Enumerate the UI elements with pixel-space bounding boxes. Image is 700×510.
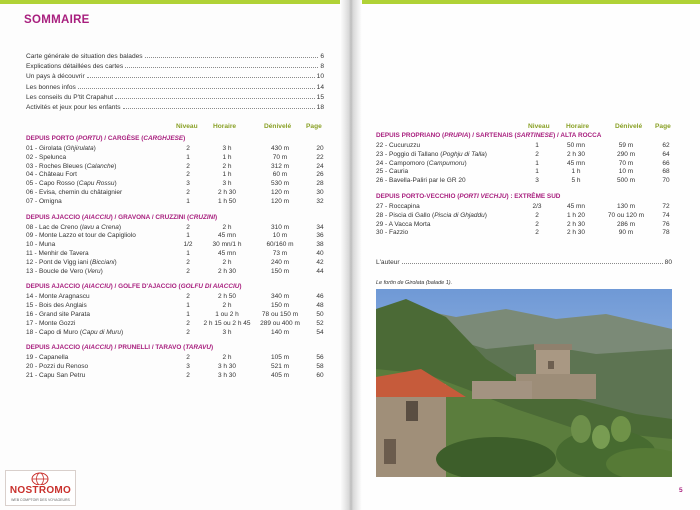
walk-row [26,311,324,320]
intro-item-label: Les conseils du P'tit Crapahut [26,93,114,101]
walk-horaire: 45 mn [566,203,586,210]
walk-name: 03 - Roches Bleues (Calanche) [26,162,117,170]
walk-denivele: 290 m [616,150,636,158]
walk-page: 24 [316,162,324,170]
walk-page: 44 [316,267,324,275]
walk-row [26,302,324,311]
walk-horaire: 2 h 30 [217,267,237,275]
walk-niveau: 1 [535,168,539,176]
walk-row [376,142,672,151]
walk-page: 76 [662,220,670,228]
logo-tagline: WEB COMPTOIR DES VOYAGEURS [11,498,70,502]
walk-denivele: 150 m [270,267,290,275]
walk-row [26,372,324,381]
walk-row [26,250,324,259]
walk-denivele: 405 m [270,371,290,379]
book-gutter [340,0,362,510]
walk-list [26,293,324,337]
walk-row [26,363,324,372]
walk-denivele: 286 m [616,220,636,228]
walk-denivele: 240 m [270,258,290,266]
intro-item-page: 15 [316,93,324,101]
walk-niveau: 1 [186,232,190,240]
walk-denivele: 140 m [270,328,290,336]
walk-name: 14 - Monte Aragnascu [26,293,90,301]
walk-list [376,203,672,238]
walk-row [26,180,324,189]
walk-niveau: 2 [186,267,190,275]
walk-name: 28 - Piscia di Gallo (Piscia di Ghjaddu) [376,211,487,219]
walk-denivele: 105 m [270,354,290,362]
walk-horaire: 2 h 50 [217,293,237,301]
intro-item [26,104,324,114]
intro-item [26,94,324,104]
walk-horaire: 2 h 30 [566,150,586,158]
walk-name: 29 - A Vacca Morta [376,220,431,228]
walk-horaire: 2 h [222,302,232,310]
leader-dots [87,77,315,78]
walk-niveau: 1 [535,142,539,149]
walk-horaire: 1 h 20 [566,211,586,219]
walk-row [26,268,324,277]
walk-denivele: 340 m [270,293,290,301]
walk-row [376,151,672,160]
intro-item-label: Les bonnes infos [26,83,76,91]
walk-horaire: 2 h [222,162,232,170]
walk-horaire: 1 h [222,153,232,161]
walk-page: 40 [316,249,324,257]
walk-horaire: 2 h 30 [566,229,586,237]
walk-niveau: 2 [186,171,190,179]
walk-name: 21 - Capu San Petru [26,371,86,379]
walk-row [376,221,672,230]
walk-name: 06 - Evisa, chemin du châtaignier [26,188,123,196]
walk-denivele: 130 m [616,203,636,210]
walk-page: 74 [662,211,670,219]
walk-denivele: 70 m [272,153,288,161]
walk-page: 72 [662,203,670,210]
walk-horaire: 30 mn/1 h [212,241,242,249]
walk-horaire: 2 h 30 [566,220,586,228]
section-heading: DEPUIS AJACCIO (AIACCIU) / GOLFE D'AJACCIO (GOLFU DI AIACCIU) [26,283,242,291]
walk-page: 70 [662,177,670,185]
walk-niveau: 2 [535,211,539,219]
walk-list [26,145,324,207]
intro-item-label: Activités et jeux pour les enfants [26,103,121,111]
walk-page: 36 [316,232,324,240]
walk-denivele: 90 m [618,229,634,237]
walk-horaire: 3 h [222,145,232,152]
walk-denivele: 70 ou 120 m [607,211,645,219]
walk-denivele: 10 m [272,232,288,240]
walk-niveau: 2 [186,328,190,336]
walk-page: 30 [316,188,324,196]
walk-name: 12 - Pont de Vigg iani (Bicciani) [26,258,117,266]
col-header-page: Page [306,123,322,130]
intro-item-page: 8 [320,63,324,71]
leader-dots [78,88,315,89]
walk-horaire: 1 h [571,168,581,176]
walk-name: 11 - Menhir de Tavera [26,249,89,257]
walk-row [26,354,324,363]
col-header-denivele-right: Dénivelé [615,123,643,130]
walk-niveau: 2 [186,145,190,152]
walk-denivele: 310 m [270,223,290,231]
walk-name: 23 - Poggio di Tallano (Poghju di Talla) [376,150,487,158]
walk-horaire: 45 mn [566,159,586,167]
walk-denivele: 78 ou 150 m [261,310,299,318]
walk-page: 58 [316,363,324,371]
photo-caption: Le fortin de Girolata (balade 1). [376,280,453,286]
intro-item-label: Carte générale de situation des balades [26,53,143,60]
walk-niveau: 3 [186,363,190,371]
walk-denivele: 59 m [618,142,634,149]
walk-horaire: 45 mn [217,249,237,257]
walk-page: 60 [316,371,324,379]
walk-list [26,224,324,277]
globe-icon [31,472,49,485]
walk-denivele: 430 m [270,145,290,152]
page-title: SOMMAIRE [24,14,90,26]
section-heading: DEPUIS PORTO (PORTU) / CARGÈSE (CARGHJESE) [26,135,186,142]
col-header-niveau-right: Niveau [528,123,550,130]
walk-horaire: 5 h [571,177,581,185]
walk-niveau: 2 [535,220,539,228]
walk-niveau: 2 [186,293,190,301]
intro-item [26,63,324,73]
walk-row [26,198,324,207]
walk-page: 62 [662,142,670,149]
walk-name: 25 - Cauria [376,168,409,176]
walk-row [376,203,672,212]
walk-row [376,168,672,177]
walk-row [26,145,324,154]
walk-page: 26 [316,171,324,179]
walk-niveau: 1 [186,249,190,257]
intro-item-page: 6 [320,53,324,60]
walk-row [376,229,672,238]
walk-name: 24 - Campomoro (Campumoru) [376,159,467,167]
walk-name: 27 - Roccapina [376,203,420,210]
walk-niveau: 2/3 [532,203,542,210]
walk-name: 05 - Capo Rosso (Capu Rossu) [26,180,117,188]
walk-name: 16 - Grand site Parata [26,310,90,318]
walk-niveau: 2 [186,188,190,196]
walk-row [26,171,324,180]
walk-niveau: 2 [186,319,190,327]
walk-name: 18 - Capo di Muro (Capu di Muru) [26,328,124,336]
walk-horaire: 2 h 15 ou 2 h 45 [203,319,251,327]
walk-page: 52 [316,319,324,327]
intro-item-page: 14 [316,83,324,91]
walk-niveau: 2 [535,150,539,158]
walk-denivele: 500 m [616,177,636,185]
intro-item-label: Un pays à découvrir [26,73,85,81]
walk-page: 28 [316,180,324,188]
page-number: 5 [679,487,683,494]
walk-horaire: 3 h [222,328,232,336]
walk-row [26,163,324,172]
col-header-horaire: Horaire [213,123,237,130]
walk-niveau: 3 [535,177,539,185]
walk-list [376,142,672,186]
intro-item-page: 18 [316,103,324,111]
walk-page: 54 [316,328,324,336]
intro-item-page: 10 [316,73,324,81]
auteur-page: 80 [664,259,672,266]
walk-name: 26 - Bavella-Paliri par le GR 20 [376,177,466,185]
walk-page: 48 [316,302,324,310]
walk-niveau: 1 [186,302,190,310]
leader-dots [123,108,315,109]
walk-row [26,224,324,233]
walk-row [26,241,324,250]
intro-item [26,84,324,94]
walk-horaire: 2 h 30 [217,188,237,196]
walk-page: 78 [662,229,670,237]
walk-page: 64 [662,150,670,158]
walk-name: 01 - Girolata (Ghjirulata) [26,145,96,152]
walk-name: 09 - Monte Lazzo et tour de Capigliolo [26,232,136,240]
auteur-entry [376,259,672,266]
walk-row [26,293,324,302]
leader-dots [125,67,318,68]
section-heading: DEPUIS PORTO-VECCHIO (PORTI VECHJU) : EXTRÊME SUD [376,193,561,200]
walk-niveau: 1 [186,153,190,161]
walk-horaire: 2 h [222,354,232,362]
walk-denivele: 521 m [270,363,290,371]
walk-horaire: 2 h [222,223,232,231]
walk-name: 17 - Monte Gozzi [26,319,76,327]
walk-name: 30 - Fazzio [376,229,409,237]
walk-name: 08 - Lac de Creno (lavu a Crena) [26,223,122,231]
walk-horaire: 2 h [222,258,232,266]
walk-denivele: 120 m [270,197,290,205]
walk-name: 02 - Spelunca [26,153,67,161]
walk-row [376,160,672,169]
walk-row [26,329,324,338]
walk-denivele: 73 m [272,249,288,257]
walk-page: 42 [316,258,324,266]
walk-denivele: 120 m [270,188,290,196]
walk-page: 66 [662,159,670,167]
intro-list [26,53,324,114]
walk-niveau: 2 [186,354,190,362]
walk-denivele: 70 m [618,159,634,167]
walk-horaire: 3 h 30 [217,371,237,379]
intro-item-label: Explications détaillées des cartes [26,63,124,71]
walk-horaire: 3 h 30 [217,363,237,371]
walk-niveau: 2 [186,162,190,170]
intro-item [26,73,324,83]
section-heading: DEPUIS AJACCIO (AIACCIU) / GRAVONA / CRUZZINI (CRUZINI) [26,213,218,221]
section-heading: DEPUIS AJACCIO (AIACCIU) / PRUNELLI / TARAVO (TARAVU) [26,344,214,352]
walk-horaire: 3 h [222,180,232,188]
walk-page: 22 [316,153,324,161]
auteur-label: L'auteur [376,259,400,266]
walk-horaire: 1 h 50 [217,197,237,205]
intro-item [26,53,324,63]
leader-dots [402,263,663,264]
walk-denivele: 150 m [270,302,290,310]
walk-row [26,259,324,268]
walk-horaire: 1 ou 2 h [215,310,239,318]
walk-row [26,320,324,329]
top-accent-bar-left [0,0,340,4]
walk-denivele: 60 m [272,171,288,179]
walk-niveau: 2 [186,258,190,266]
col-header-horaire-right: Horaire [566,123,590,130]
walk-page: 38 [316,241,324,249]
walk-name: 22 - Cucuruzzu [376,142,421,149]
walk-row [376,212,672,221]
girolata-fort-photo [376,289,672,477]
leader-dots [115,98,315,99]
walk-horaire: 45 mn [217,232,237,240]
walk-name: 04 - Château Fort [26,171,77,179]
walk-denivele: 530 m [270,180,290,188]
walk-page: 46 [316,293,324,301]
walk-row [26,189,324,198]
walk-page: 68 [662,168,670,176]
walk-page: 50 [316,310,324,318]
walk-niveau: 2 [186,223,190,231]
walk-list [26,354,324,380]
walk-row [376,177,672,186]
col-header-page-right: Page [655,123,671,130]
walk-page: 56 [316,354,324,362]
walk-niveau: 2 [535,229,539,237]
walk-denivele: 60/160 m [266,241,294,249]
walk-row [26,232,324,241]
walk-niveau: 1 [535,159,539,167]
walk-name: 10 - Muna [26,241,56,249]
walk-horaire: 1 h [222,171,232,179]
walk-page: 32 [316,197,324,205]
walk-niveau: 1 [186,197,190,205]
walk-row [26,154,324,163]
walk-name: 20 - Pozzi du Renoso [26,363,89,371]
walk-denivele: 312 m [270,162,290,170]
walk-page: 20 [316,145,324,152]
col-header-denivele: Dénivelé [264,123,292,130]
walk-horaire: 50 mn [566,142,586,149]
top-accent-bar-right [362,0,700,4]
logo-name: NOSTROMO [9,485,72,496]
walk-niveau: 1/2 [183,241,193,249]
walk-denivele: 10 m [618,168,634,176]
walk-niveau: 3 [186,180,190,188]
section-heading: DEPUIS PROPRIANO (PRUPIA) / SARTENAIS (SARTINESE) / ALTA ROCCA [376,132,602,139]
walk-name: 15 - Bois des Anglais [26,302,87,310]
walk-page: 34 [316,223,324,231]
nostromo-logo [5,470,76,506]
walk-niveau: 2 [186,371,190,379]
walk-denivele: 289 ou 400 m [260,319,300,327]
walk-name: 07 - Omigna [26,197,62,205]
leader-dots [145,57,319,58]
walk-niveau: 1 [186,310,190,318]
walk-name: 19 - Capanella [26,354,69,362]
walk-name: 13 - Boucle de Vero (Veru) [26,267,103,275]
col-header-niveau: Niveau [176,123,198,130]
